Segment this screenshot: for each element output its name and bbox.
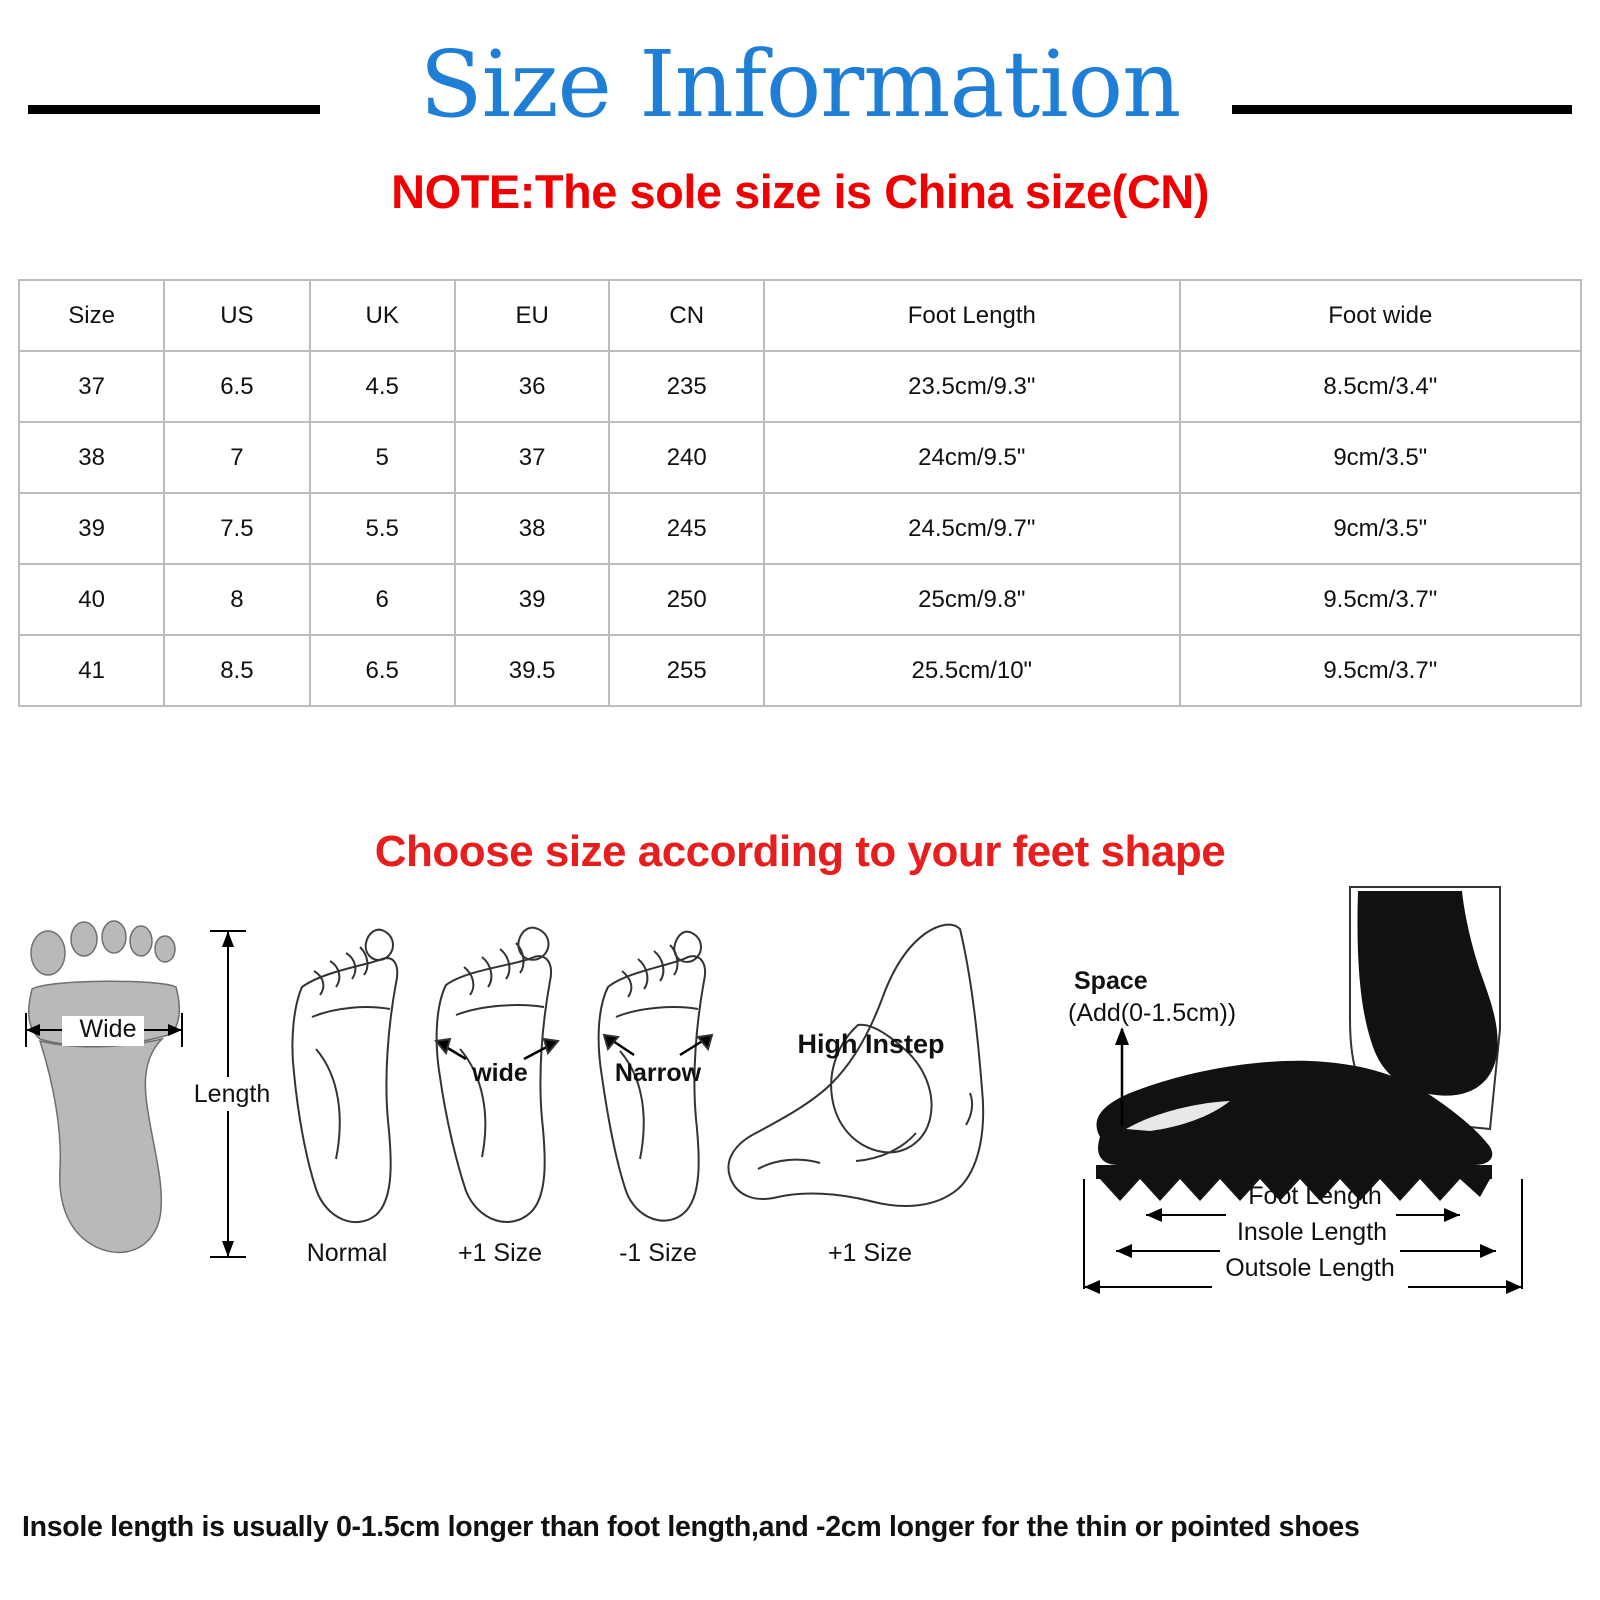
label-plus-one-size-instep: +1 Size	[827, 1239, 913, 1267]
column-header-size: Size	[19, 280, 164, 351]
cell-us: 6.5	[164, 351, 309, 422]
header-rule-left	[28, 105, 320, 114]
cell-us: 7	[164, 422, 309, 493]
cell-foot-wide: 9.5cm/3.7"	[1180, 635, 1581, 706]
cell-us: 7.5	[164, 493, 309, 564]
column-header-us: US	[164, 280, 309, 351]
cell-uk: 5	[310, 422, 455, 493]
high-instep-diagram	[720, 919, 1040, 1267]
cell-uk: 6.5	[310, 635, 455, 706]
cell-foot-length: 25cm/9.8"	[764, 564, 1179, 635]
footprint-measure-diagram	[10, 917, 271, 1277]
cell-cn: 240	[609, 422, 764, 493]
cell-eu: 38	[455, 493, 610, 564]
label-high-instep: High Instep	[797, 1029, 945, 1059]
high-instep-svg	[720, 919, 1040, 1239]
insole-length-footnote: Insole length is usually 0-1.5cm longer than foot length,and -2cm longer for the thin or pointed shoes	[22, 1511, 1360, 1543]
table-header-row	[19, 280, 1581, 351]
cell-cn: 255	[609, 635, 764, 706]
size-table	[18, 279, 1582, 707]
page-title: Size Information	[406, 39, 1195, 131]
cell-size: 39	[19, 493, 164, 564]
column-header-foot-wide: Foot wide	[1180, 280, 1581, 351]
table-row	[19, 351, 1581, 422]
label-space: Space	[1074, 967, 1148, 995]
wide-foot-diagram	[420, 909, 580, 1267]
column-header-foot-length: Foot Length	[764, 280, 1179, 351]
header-rule-right	[1232, 105, 1572, 114]
cell-us: 8	[164, 564, 309, 635]
cell-foot-length: 24cm/9.5"	[764, 422, 1179, 493]
label-length-dimension: Length	[193, 1080, 271, 1108]
cell-uk: 5.5	[310, 493, 455, 564]
table-row	[19, 635, 1581, 706]
label-wide-dimension: Wide	[79, 1015, 137, 1043]
cell-size: 41	[19, 635, 164, 706]
cell-eu: 39	[455, 564, 610, 635]
cell-foot-wide: 9cm/3.5"	[1180, 493, 1581, 564]
size-table-wrapper	[18, 279, 1582, 707]
label-insole-length: Insole Length	[1236, 1218, 1388, 1246]
choose-size-heading: Choose size according to your feet shape	[374, 827, 1226, 876]
cell-us: 8.5	[164, 635, 309, 706]
cell-size: 40	[19, 564, 164, 635]
cell-size: 37	[19, 351, 164, 422]
table-row	[19, 564, 1581, 635]
label-normal: Normal	[306, 1239, 388, 1267]
feet-shape-diagrams	[0, 899, 1600, 1319]
column-header-cn: CN	[609, 280, 764, 351]
cell-foot-length: 24.5cm/9.7"	[764, 493, 1179, 564]
cell-foot-length: 25.5cm/10"	[764, 635, 1179, 706]
label-foot-length: Foot Length	[1248, 1182, 1382, 1210]
cell-eu: 36	[455, 351, 610, 422]
column-header-eu: EU	[455, 280, 610, 351]
page-header	[0, 0, 1600, 170]
cell-foot-wide: 9cm/3.5"	[1180, 422, 1581, 493]
normal-foot-svg	[272, 909, 422, 1239]
narrow-foot-diagram	[578, 909, 738, 1267]
cell-size: 38	[19, 422, 164, 493]
cell-foot-length: 23.5cm/9.3"	[764, 351, 1179, 422]
label-plus-one-size-wide: +1 Size	[457, 1239, 543, 1267]
table-row	[19, 493, 1581, 564]
cell-cn: 235	[609, 351, 764, 422]
shoe-cross-section-diagram	[1060, 879, 1590, 1309]
label-narrow-arrow: Narrow	[614, 1059, 702, 1087]
cell-cn: 250	[609, 564, 764, 635]
cell-eu: 39.5	[455, 635, 610, 706]
label-space-add: (Add(0-1.5cm))	[1068, 999, 1237, 1027]
normal-foot-diagram	[272, 909, 422, 1267]
table-row	[19, 422, 1581, 493]
cell-uk: 4.5	[310, 351, 455, 422]
cell-foot-wide: 9.5cm/3.7"	[1180, 564, 1581, 635]
cell-uk: 6	[310, 564, 455, 635]
label-outsole-length: Outsole Length	[1225, 1254, 1395, 1282]
cell-foot-wide: 8.5cm/3.4"	[1180, 351, 1581, 422]
column-header-uk: UK	[310, 280, 455, 351]
label-minus-one-size: -1 Size	[619, 1239, 697, 1267]
china-size-note: NOTE:The sole size is China size(CN)	[391, 165, 1209, 218]
label-wide-arrow: wide	[472, 1059, 528, 1087]
cell-eu: 37	[455, 422, 610, 493]
cell-cn: 245	[609, 493, 764, 564]
